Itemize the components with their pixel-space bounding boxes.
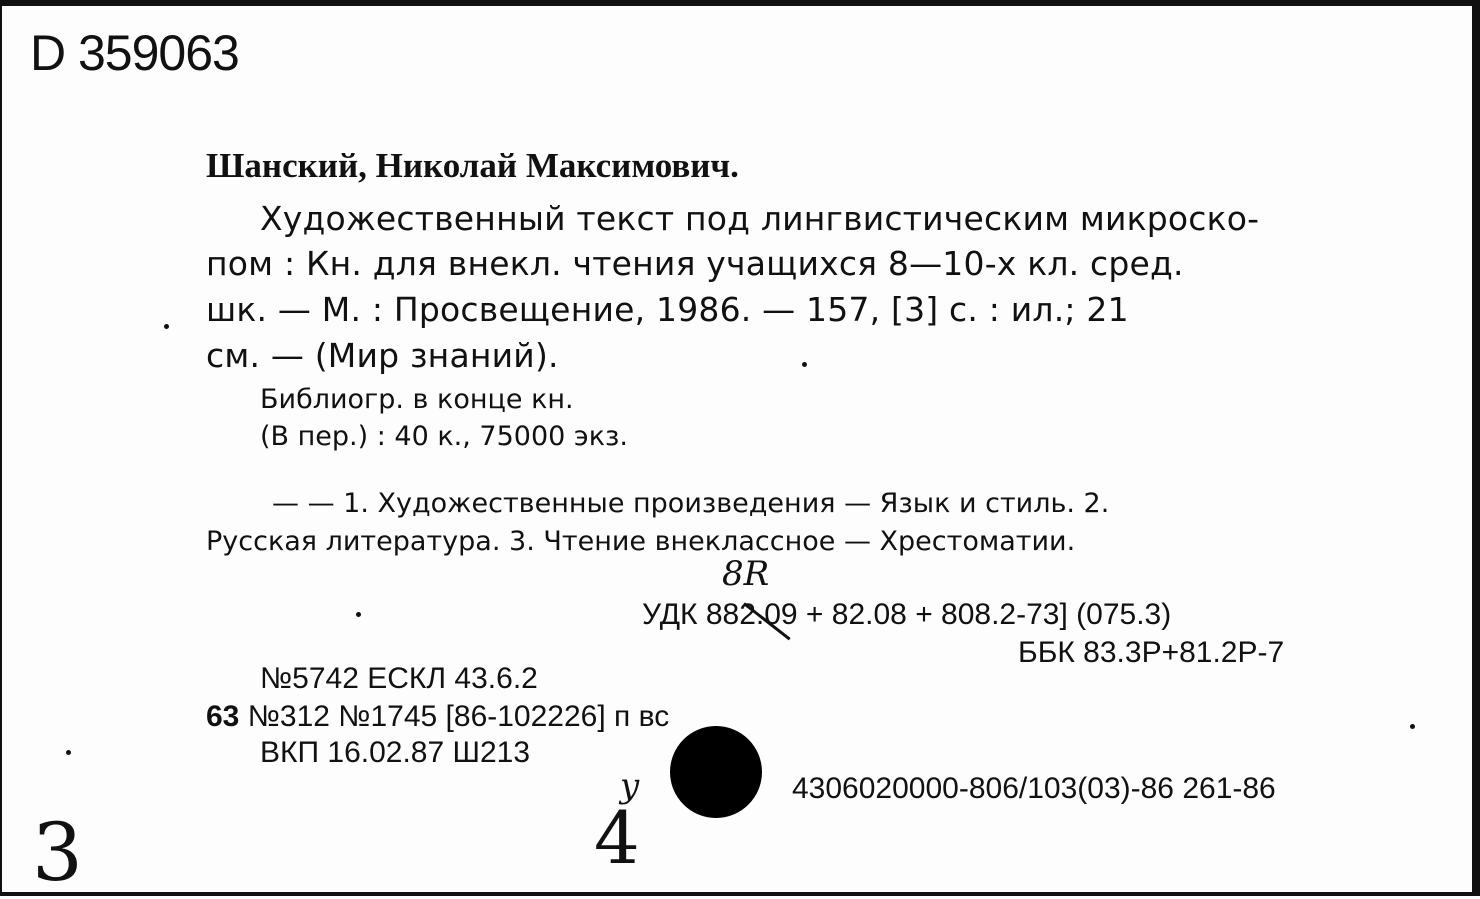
title-line: см. — (Мир знаний).	[206, 336, 559, 375]
bibliography-note: Библиогр. в конце кн.	[260, 384, 574, 415]
speck	[356, 612, 361, 617]
subjects-line: — — 1. Художественные произведения — Язык и стиль. 2.	[272, 488, 1110, 519]
title-line: пом : Кн. для внекл. чтения учащихся 8—10-х кл. сред.	[206, 244, 1184, 283]
record-line	[206, 700, 669, 734]
author-name: Шанский, Николай Максимович.	[206, 146, 739, 185]
subjects-line: Русская литература. 3. Чтение внеклассное — Хрестоматии.	[206, 526, 1076, 557]
udk-classification: УДК 882.09 + 82.08 + 808.2-73] (075.3)	[642, 598, 1172, 631]
speck	[164, 324, 169, 329]
handwritten-annotation: 3	[32, 806, 83, 899]
catalog-number: D 359063	[30, 25, 239, 81]
title-line: Художественный текст под лингвистическим микроско-	[260, 199, 1260, 238]
punch-hole	[670, 726, 762, 818]
speck	[1410, 724, 1415, 729]
handwritten-annotation: 4	[594, 796, 640, 880]
handwritten-annotation: 8R	[722, 554, 770, 594]
record-line: №5742 ЕСКЛ 43.6.2	[260, 662, 538, 695]
speck	[66, 750, 71, 755]
price-note: (В пер.) : 40 к., 75000 экз.	[260, 421, 628, 452]
record-line-prefix: 63	[206, 700, 240, 733]
isbn-code: 4306020000-806/103(03)-86 261-86	[792, 772, 1276, 805]
record-line: ВКП 16.02.87 Ш213	[260, 736, 531, 769]
title-line: шк. — М. : Просвещение, 1986. — 157, [3] с. : ил.; 21	[206, 290, 1129, 329]
bbk-classification: ББК 83.3Р+81.2Р-7	[1018, 636, 1285, 669]
record-line-rest: №312 №1745 [86-102226] п вс	[247, 700, 670, 733]
handwritten-annotation: у	[620, 766, 640, 806]
speck	[802, 362, 807, 367]
